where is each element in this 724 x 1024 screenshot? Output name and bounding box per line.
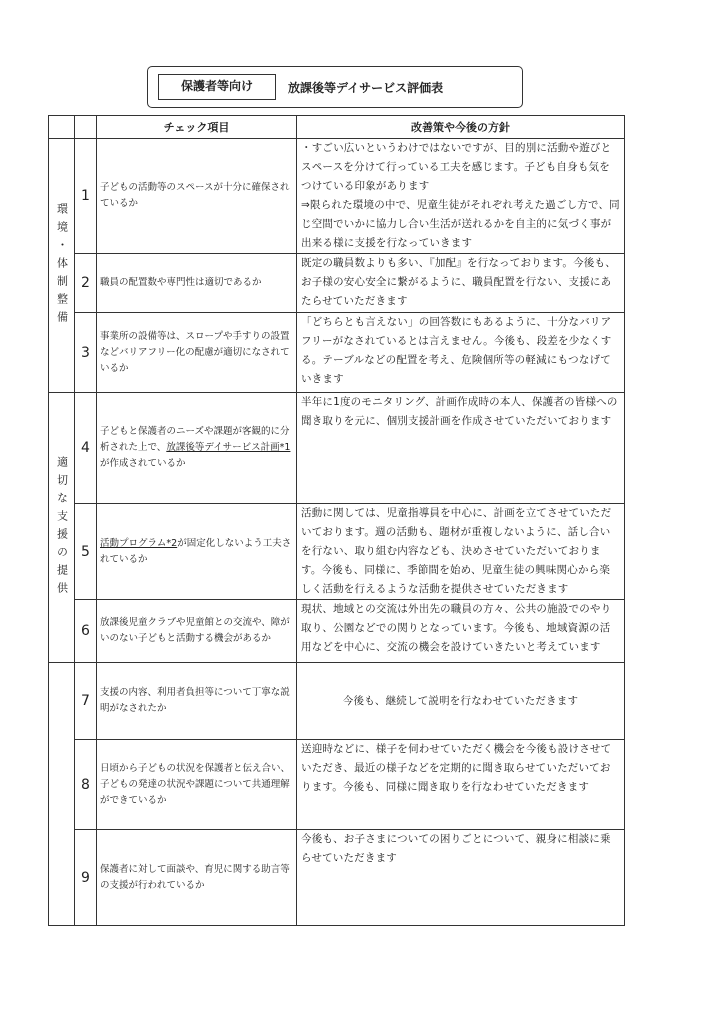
row-number: 9	[75, 830, 97, 926]
row-number: 2	[75, 254, 97, 313]
table-row	[49, 663, 625, 740]
category-blank	[49, 663, 75, 926]
policy-text: 「どちらとも言えない」の回答数にもあるように、十分なバリアフリーがなされているとは言えません。今後も、段差を少なくする。テーブルなどの配置を考え、危険個所等の軽減にもつなげていきます	[297, 313, 625, 393]
row-number: 5	[75, 504, 97, 600]
activity-program-link-text: 活動プログラム*2	[100, 537, 178, 549]
table-row	[49, 504, 625, 600]
check-item: 支援の内容、利用者負担等について丁寧な説明がなされたか	[97, 663, 297, 740]
header-number-cell	[75, 116, 97, 139]
table-row	[49, 313, 625, 393]
policy-text: ・すごい広いというわけではないですが、目的別に活動や遊びとスペースを分けて行っている工夫を感じます。子ども自身も気をつけている印象があります ⇒限られた環境の中で、児童生徒がそれぞれ考えた過ごし方で、同じ空間でいかに協力し合い生活が送れるかを自主的に気づく事が出来る様に支援を行なっていきます	[297, 139, 625, 254]
service-plan-link-text: 放課後等デイサービス計画*1	[166, 442, 291, 453]
check-item: 子どもの活動等のスペースが十分に確保されているか	[97, 139, 297, 254]
check-item	[97, 504, 297, 600]
check-item-text: が固定化しないよう工夫されているか	[100, 537, 292, 565]
policy-text: 活動に関しては、児童指導員を中心に、計画を立てさせていただいております。週の活動も、題材が重複しないように、話し合いを行ない、取り組む内容なども、決めさせていただいております。今後も、同様に、季節間を始め、児童生徒の興味関心から楽しく活動を行えるような活動を提供させていただきます	[297, 504, 625, 600]
row-number: 8	[75, 740, 97, 830]
header-check-items: チェック項目	[97, 116, 297, 139]
table-row	[49, 600, 625, 663]
header-category-cell	[49, 116, 75, 139]
category-support: 適切な支援の提供	[49, 393, 75, 663]
policy-text: 既定の職員数よりも多い、『加配』を行なっております。今後も、お子様の安心安全に繋がるように、職員配置を行ない、支援にあたらせていただきます	[297, 254, 625, 313]
table-row	[49, 139, 625, 254]
category-environment: 環境・体制整備	[49, 139, 75, 393]
row-number: 4	[75, 393, 97, 504]
policy-text: 現状、地域との交流は外出先の職員の方々、公共の施設でのやり取り、公園などでの関りとなっています。今後も、地域資源の活用などを中心に、交流の機会を設けていきたいと考えています	[297, 600, 625, 663]
header-row	[49, 116, 625, 139]
document-title: 放課後等デイサービス評価表	[288, 81, 444, 95]
header-policy: 改善策や今後の方針	[297, 116, 625, 139]
row-number: 1	[75, 139, 97, 254]
policy-text: 送迎時などに、様子を伺わせていただく機会を今後も設けさせていただき、最近の様子などを定期的に聞き取らせていただいております。今後も、同様に聞き取りを行なわせていただきます	[297, 740, 625, 830]
check-item: 事業所の設備等は、スロープや手すりの設置などバリアフリー化の配慮が適切になされているか	[97, 313, 297, 393]
table-row	[49, 740, 625, 830]
evaluation-table	[48, 115, 625, 926]
policy-text: 今後も、お子さまについての困りごとについて、親身に相談に乗らせていただきます	[297, 830, 625, 926]
table-row	[49, 830, 625, 926]
check-item-text: が作成されているか	[100, 458, 186, 469]
table-row	[49, 254, 625, 313]
policy-text: 半年に1度のモニタリング、計画作成時の本人、保護者の皆様への聞き取りを元に、個別支援計画を作成させていただいております	[297, 393, 625, 504]
title-box	[147, 66, 523, 108]
row-number: 7	[75, 663, 97, 740]
policy-text: 今後も、継続して説明を行なわせていただきます	[297, 663, 625, 740]
row-number: 3	[75, 313, 97, 393]
check-item: 保護者に対して面談や、育児に関する助言等の支援が行われているか	[97, 830, 297, 926]
table-row	[49, 393, 625, 504]
check-item: 職員の配置数や専門性は適切であるか	[97, 254, 297, 313]
check-item: 放課後児童クラブや児童館との交流や、障がいのない子どもと活動する機会があるか	[97, 600, 297, 663]
audience-label: 保護者等向け	[158, 74, 276, 100]
check-item-text: 子どもと保護者のニーズや課題が客観的に分析された上で、	[100, 426, 290, 453]
check-item: 日頃から子どもの状況を保護者と伝え合い、子どもの発達の状況や課題について共通理解ができているか	[97, 740, 297, 830]
row-number: 6	[75, 600, 97, 663]
check-item	[97, 393, 297, 504]
